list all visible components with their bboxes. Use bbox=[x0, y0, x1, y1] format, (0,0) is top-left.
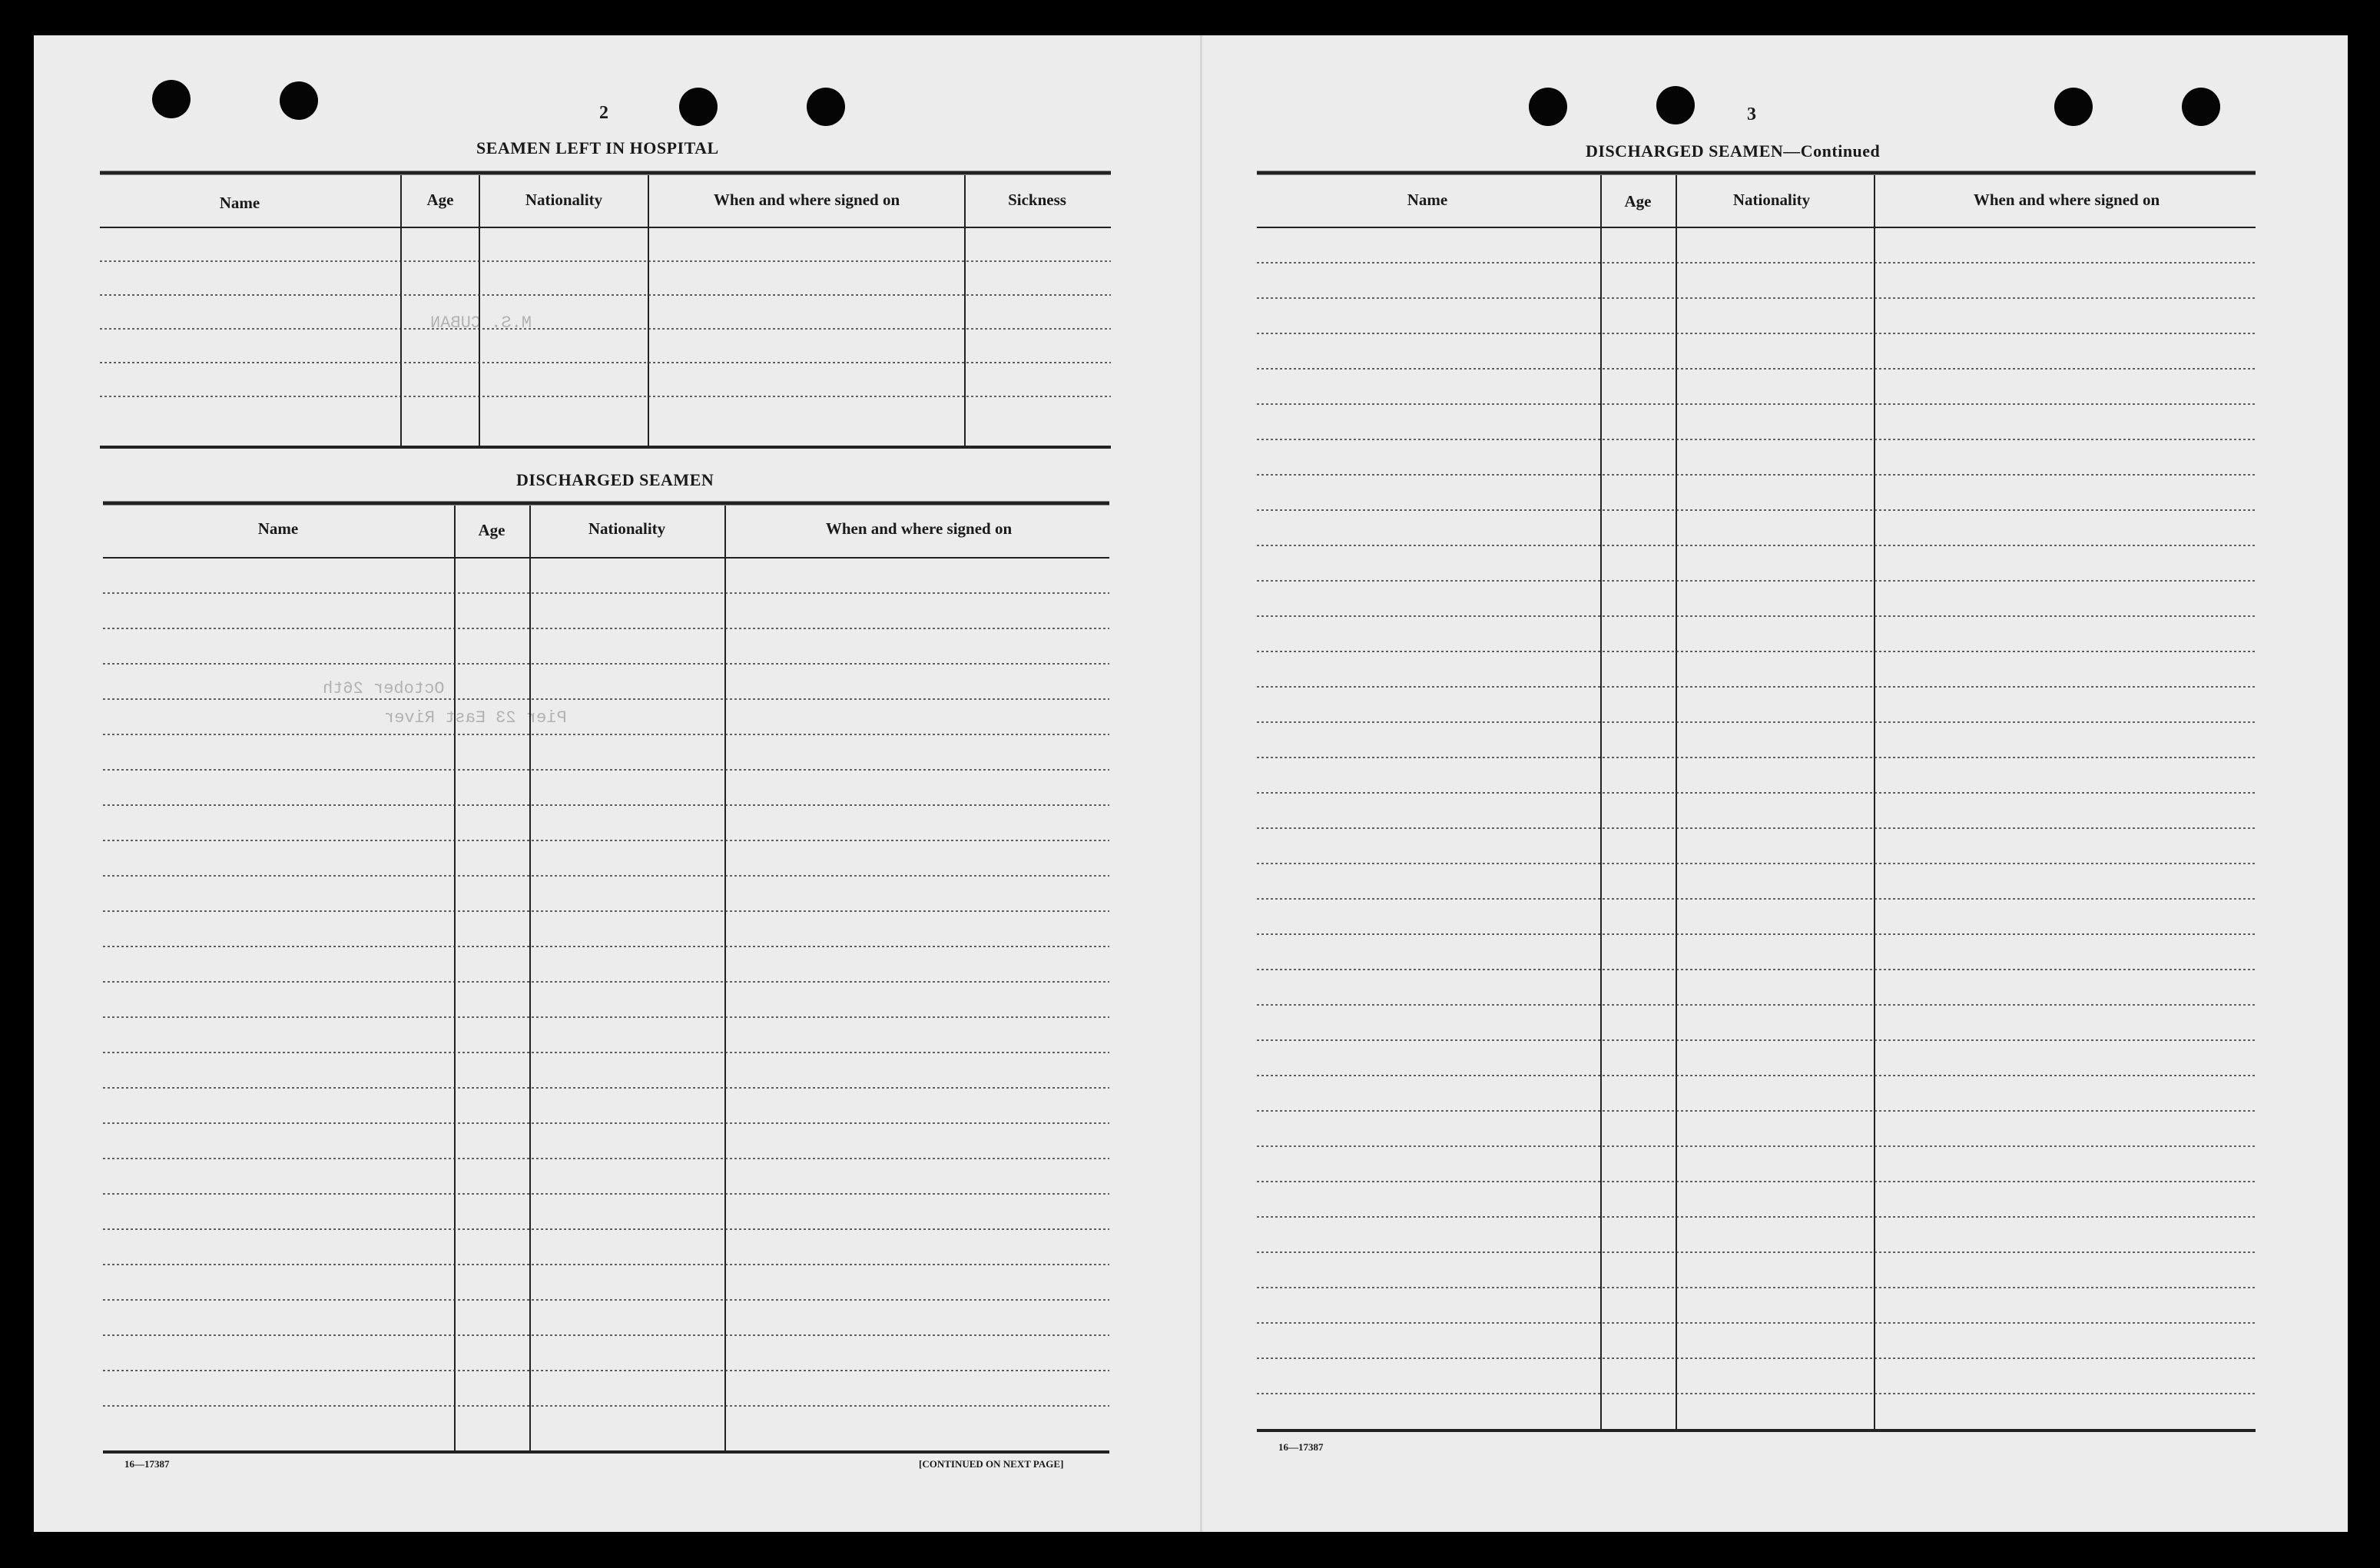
hospital-col-sickness: Sickness bbox=[1008, 191, 1066, 209]
punch-hole bbox=[2054, 88, 2093, 126]
hospital-col-nationality: Nationality bbox=[525, 191, 603, 209]
continued-col-nationality: Nationality bbox=[1732, 191, 1811, 209]
continued-col-signed-on: When and where signed on bbox=[1973, 191, 2160, 209]
discharged-table bbox=[103, 501, 1109, 1457]
discharged-continued-table bbox=[1257, 171, 2256, 1435]
show-through-text: M.S. CUBAN bbox=[430, 313, 532, 333]
punch-hole bbox=[807, 88, 845, 126]
punch-hole bbox=[280, 81, 318, 120]
show-through-text: Pier 23 East River bbox=[384, 708, 567, 728]
discharged-continued-title: DISCHARGED SEAMEN—Continued bbox=[1586, 141, 1881, 161]
center-fold bbox=[1200, 35, 1202, 1532]
continued-note: [CONTINUED ON NEXT PAGE] bbox=[919, 1458, 1064, 1470]
page-number-right: 3 bbox=[1747, 104, 1756, 124]
continued-col-age: Age bbox=[1624, 192, 1652, 211]
show-through-text: October 26th bbox=[323, 679, 445, 698]
hospital-section-title: SEAMEN LEFT IN HOSPITAL bbox=[476, 138, 719, 157]
continued-col-name: Name bbox=[1407, 191, 1448, 209]
hospital-col-signed-on: When and where signed on bbox=[713, 191, 900, 209]
hospital-col-name: Name bbox=[219, 194, 260, 212]
hospital-col-age: Age bbox=[426, 191, 454, 209]
punch-hole bbox=[679, 88, 718, 126]
discharged-col-nationality: Nationality bbox=[588, 519, 666, 538]
discharged-col-signed-on: When and where signed on bbox=[825, 519, 1013, 538]
form-number-left: 16—17387 bbox=[124, 1458, 170, 1470]
punch-hole bbox=[1529, 88, 1567, 126]
form-number-right: 16—17387 bbox=[1278, 1441, 1324, 1453]
punch-hole bbox=[2182, 88, 2220, 126]
punch-hole bbox=[152, 80, 191, 118]
discharged-col-age: Age bbox=[478, 521, 506, 539]
punch-hole bbox=[1656, 86, 1695, 124]
discharged-section-title: DISCHARGED SEAMEN bbox=[516, 470, 714, 489]
page-number-left: 2 bbox=[599, 103, 608, 123]
discharged-col-name: Name bbox=[257, 519, 299, 538]
